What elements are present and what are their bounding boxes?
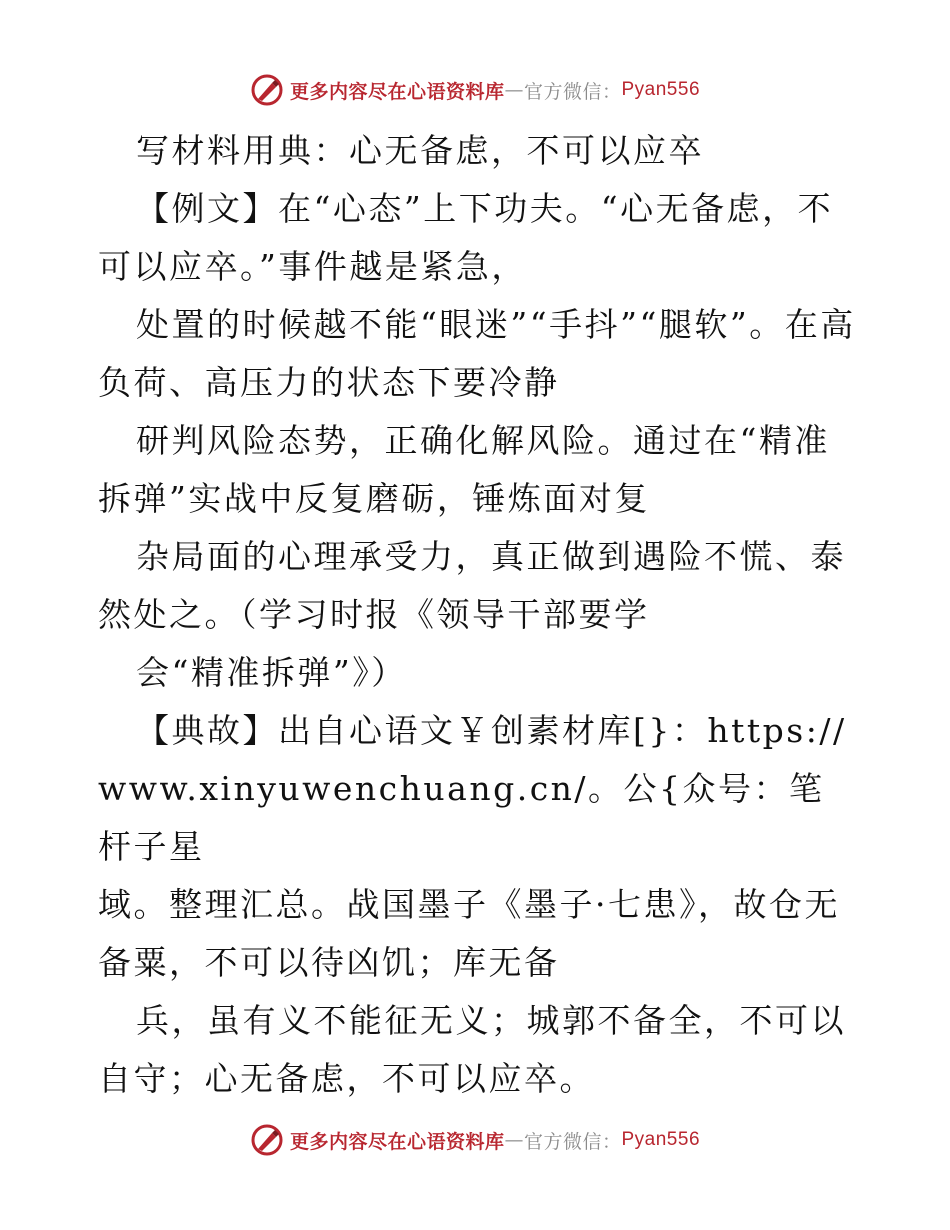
header-banner (0, 70, 950, 110)
body-line: 杂局面的心理承受力，真正做到遇险不慌、泰然处之。（学习时报《领导干部要学 (98, 537, 846, 634)
body-line: 兵，虽有义不能征无义；城郭不备全，不可以自守；心无备虑，不可以应卒。 (98, 1001, 846, 1098)
body-line: 处置的时候越不能“眼迷”“手抖”“腿软”。在高负荷、高压力的状态下要冷静 (98, 305, 856, 402)
header-wechat-label: 官方微信： (523, 80, 622, 103)
body-line: 研判风险态势，正确化解风险。通过在“精准拆弹”实战中反复磨砺，锤炼面对复 (98, 421, 830, 518)
body-line: 会“精准拆弹”》） (136, 653, 407, 692)
header-dash: — (504, 79, 524, 101)
pen-logo-icon (250, 73, 284, 107)
header-wechat-id: Pyan556 (621, 79, 701, 100)
footer-dash: — (504, 1129, 524, 1151)
title-line: 写材料用典：心无备虑，不可以应卒 (136, 131, 704, 170)
header-slogan: 更多内容尽在心语资料库 (289, 80, 505, 103)
footer-slogan: 更多内容尽在心语资料库 (289, 1130, 505, 1153)
document-body (98, 122, 858, 1108)
url-line: www.xinyuwenchuang.cn/。公{众号：笔杆子星 (98, 769, 825, 866)
footer-wechat-label: 官方微信： (523, 1130, 622, 1153)
pen-logo-icon (250, 1123, 284, 1157)
allusion-paragraph: 【典故】出自心语文￥创素材库[}：https:// (136, 711, 847, 750)
footer-banner (0, 1120, 950, 1160)
footer-wechat-id: Pyan556 (621, 1129, 701, 1150)
body-line: 域。整理汇总。战国墨子《墨子·七患》，故仓无备粟，不可以待凶饥；库无备 (98, 885, 840, 982)
example-paragraph: 【例文】在“心态”上下功夫。“心无备虑，不可以应卒。”事件越是紧急， (98, 189, 834, 286)
